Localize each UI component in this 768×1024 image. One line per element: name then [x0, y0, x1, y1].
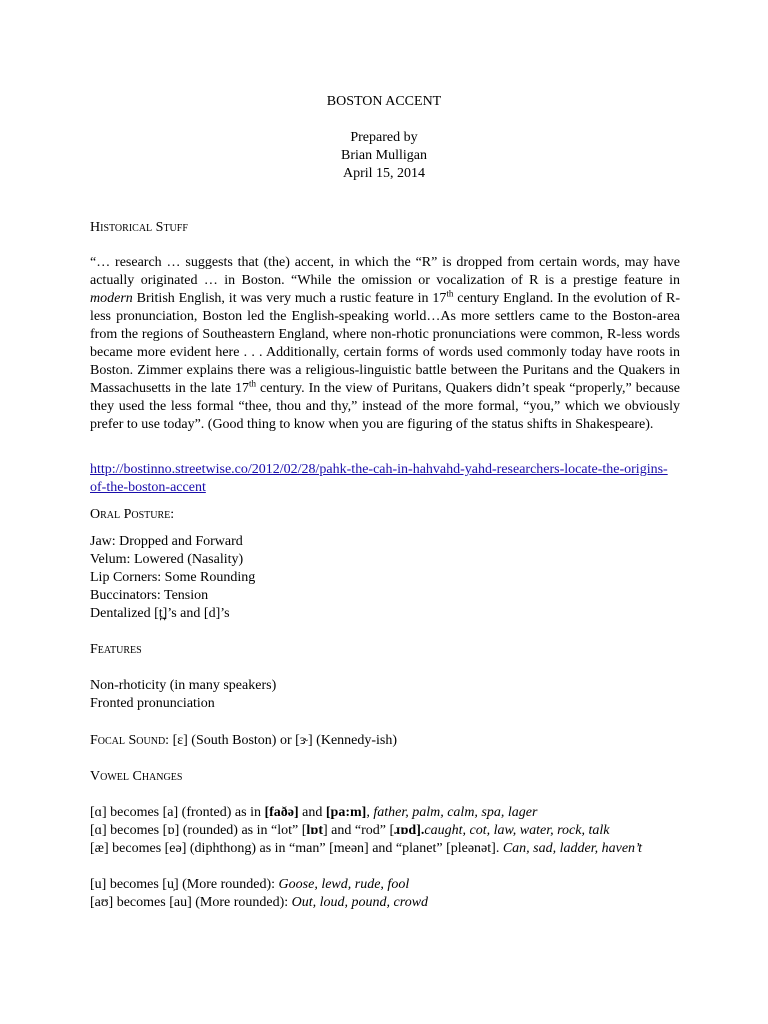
historical-text-4: century. In the view of Puritans, Quakers didn’t speak “properly,” because they used the less formal “thee, thou and thy,” instead of the more formal, “you,” which we obviously prefer to use today”. (Good thing to know when you are figuring of the status shifts in Shakespeare).	[90, 381, 680, 432]
historical-paragraph	[90, 254, 680, 434]
vowel-line-5	[90, 894, 680, 912]
superscript-th-1: th	[446, 288, 454, 299]
vowel-changes-heading: Vowel Changes	[90, 769, 183, 784]
list-item: Velum: Lowered (Nasality)	[90, 552, 244, 567]
vowel-ipa: [pa:m]	[325, 805, 367, 820]
vowel-changes-list	[90, 804, 680, 912]
focal-heading: Focal Sound:	[90, 733, 170, 748]
vowel-line-1	[90, 804, 680, 822]
historical-text-2: British English, it was very much a rustic feature in 17	[136, 291, 447, 306]
list-item: Fronted pronunciation	[90, 696, 215, 711]
focal-sound-line	[90, 732, 680, 750]
document-title: BOSTON ACCENT	[326, 94, 442, 109]
historical-heading: Historical Stuff	[90, 220, 188, 235]
superscript-th-2: th	[249, 378, 257, 389]
vowel-examples: Can, sad, ladder, haven’t	[502, 841, 643, 856]
vowel-line-2	[90, 822, 680, 840]
vowel-text: and	[298, 805, 326, 820]
vowel-examples: , father, palm, calm, spa, lager	[366, 805, 538, 820]
vowel-text: ] and “rod” [	[323, 823, 395, 838]
focal-text: [ɛ] (South Boston) or [ɝ] (Kennedy-ish)	[172, 733, 398, 748]
vowel-text: [ɑ] becomes [ɒ] (rounded) as in “lot” [	[90, 823, 307, 838]
oral-posture-list	[90, 533, 680, 623]
vowel-text: [æ] becomes [eə] (diphthong) as in “man” [meən] and “planet” [pleənət].	[90, 841, 503, 856]
historical-text-3: century England. In the evolution of R-less pronunciation, Boston led the English-speaking world…As more settlers came to the Boston-area from the regions of Southeastern England, where non-rhotic pronunciations were common, R-less words became more evident here . . . Additionally, certain forms of words used commonly today have roots in Boston. Zimmer explains there was a religious-linguistic battle between the Puritans and the Quakers in Massachusetts in the late 17	[90, 291, 680, 396]
vowel-examples: Goose, lewd, rude, fool	[278, 877, 410, 892]
vowel-line-4	[90, 876, 680, 894]
vowel-examples: Out, loud, pound, crowd	[291, 895, 429, 910]
vowel-text: [ɑ] becomes [a] (fronted) as in	[90, 805, 265, 820]
list-item: Non-rhoticity (in many speakers)	[90, 678, 277, 693]
document-date: April 15, 2014	[342, 166, 426, 181]
source-link[interactable]: http://bostinno.streetwise.co/2012/02/28/pahk-the-cah-in-hahvahd-yahd-researchers-locate-the-origins-of-the-boston-accent	[90, 462, 668, 495]
historical-modern: modern	[90, 291, 133, 306]
author-name: Brian Mulligan	[341, 148, 427, 163]
prepared-block	[0, 129, 768, 183]
list-item: Buccinators: Tension	[90, 588, 209, 603]
vowel-ipa: lɒt	[306, 823, 324, 838]
list-item: Lip Corners: Some Rounding	[90, 570, 256, 585]
prepared-by-label: Prepared by	[350, 130, 418, 145]
features-heading: Features	[90, 642, 142, 657]
list-item: Dentalized [t̪]’s and [d]’s	[90, 606, 230, 621]
vowel-ipa: [faðə]	[264, 805, 299, 820]
vowel-examples: caught, cot, law, water, rock, talk	[424, 823, 610, 838]
oral-posture-heading: Oral Posture:	[90, 507, 175, 522]
features-list	[90, 677, 680, 713]
vowel-ipa: ɹɒd].	[394, 823, 425, 838]
list-item: Jaw: Dropped and Forward	[90, 534, 243, 549]
vowel-line-3	[90, 840, 680, 876]
vowel-text: [aʊ] becomes [au] (More rounded):	[90, 895, 292, 910]
vowel-text: [u] becomes [u̹] (More rounded):	[90, 877, 279, 892]
historical-text-1: “… research … suggests that (the) accent, in which the “R” is dropped from certain words, may have actually originated … in Boston. “While the omission or vocalization of R is a prestige feature in	[90, 255, 680, 288]
